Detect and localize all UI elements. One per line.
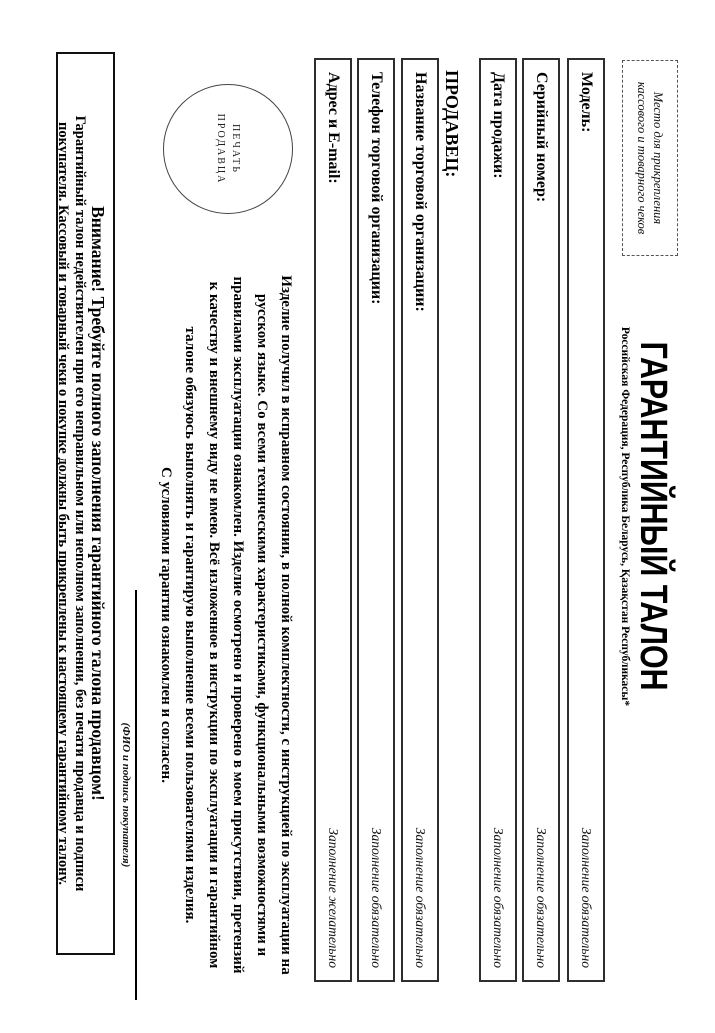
- field-note-serial-number: Заполнение обязательно: [534, 827, 549, 968]
- attention-line-3: покупателя. Кассовый и товарный чеки о покупке должны быть прикреплены к настоящему гарантийному талону.: [55, 122, 72, 885]
- field-box-serial-number: [522, 58, 560, 982]
- field-box-address-email: [314, 58, 352, 982]
- field-note-organization-phone: Заполнение обязательно: [369, 827, 384, 968]
- attention-title: Внимание! Требуйте полного заполнения гарантийного талона продавцом!: [88, 206, 108, 801]
- seller-heading: ПРОДАВЕЦ:: [442, 70, 462, 178]
- field-box-sale-date: [479, 58, 517, 982]
- field-box-organization-name: [401, 58, 439, 982]
- buyer-signature-line: [135, 590, 137, 1000]
- agreement-line-2: русском языке. Со всеми техническими характеристиками, функциональными возможностями и: [254, 293, 270, 957]
- field-label-organization-name: Название торговой организации:: [412, 72, 429, 312]
- document-subtitle: Российская Федерация, Республика Беларусь, Қазақстан Республикасы*: [619, 326, 631, 707]
- field-note-organization-name: Заполнение обязательно: [413, 827, 428, 968]
- receipt-attachment-line1: Место для прикрепления: [651, 91, 665, 225]
- field-note-address-email: Заполнение желательно: [326, 828, 341, 968]
- stamp-line1: ПЕЧАТЬ: [230, 123, 241, 175]
- agreement-line-3: правилами эксплуатации ознакомлен. Изделие осмотрено и проверено в моем присутствии, претензий: [230, 276, 246, 974]
- field-label-address-email: Адрес и E-mail:: [325, 72, 342, 184]
- field-note-sale-date: Заполнение обязательно: [491, 827, 506, 968]
- field-label-sale-date: Дата продажи:: [490, 72, 507, 179]
- attention-line-2: Гарантийный талон недействителен при его неправильном или неполном заполнении, без печати продавца и подписи: [72, 115, 88, 892]
- agreement-line-4: к качеству и внешнему виду не имею. Всё изложенное в инструкции по эксплуатации и гарантийном: [206, 281, 222, 969]
- agreement-line-5: талоне обязуюсь выполнять и гарантирую выполнение всеми пользователями изделия.: [182, 326, 198, 924]
- seller-stamp-placeholder: [163, 84, 293, 214]
- buyer-agreement-text: [154, 240, 298, 1010]
- field-label-organization-phone: Телефон торговой организации:: [368, 72, 385, 305]
- stamp-line2: ПРОДАВЦА: [215, 113, 226, 185]
- buyer-signature-caption: (ФИО и подпись покупателя): [120, 722, 132, 868]
- agreement-line-1: Изделие получил в исправном состоянии, в полной комплектности, с инструкцией по эксплуатации на: [278, 275, 294, 975]
- field-label-serial-number: Серийный номер:: [533, 72, 550, 203]
- receipt-attachment-line2: кассового и товарного чеков: [635, 81, 649, 235]
- document-title: ГАРАНТИЙНЫЙ ТАЛОН: [632, 341, 674, 691]
- document-title-wrap: [633, 0, 673, 1033]
- agreement-line-6: С условиями гарантии ознакомлен и согласен.: [158, 467, 174, 783]
- field-note-model: Заполнение обязательно: [579, 827, 594, 968]
- field-box-model: [567, 58, 605, 982]
- field-box-organization-phone: [357, 58, 395, 982]
- field-label-model: Модель:: [578, 72, 595, 133]
- attention-notice-box: [56, 52, 115, 955]
